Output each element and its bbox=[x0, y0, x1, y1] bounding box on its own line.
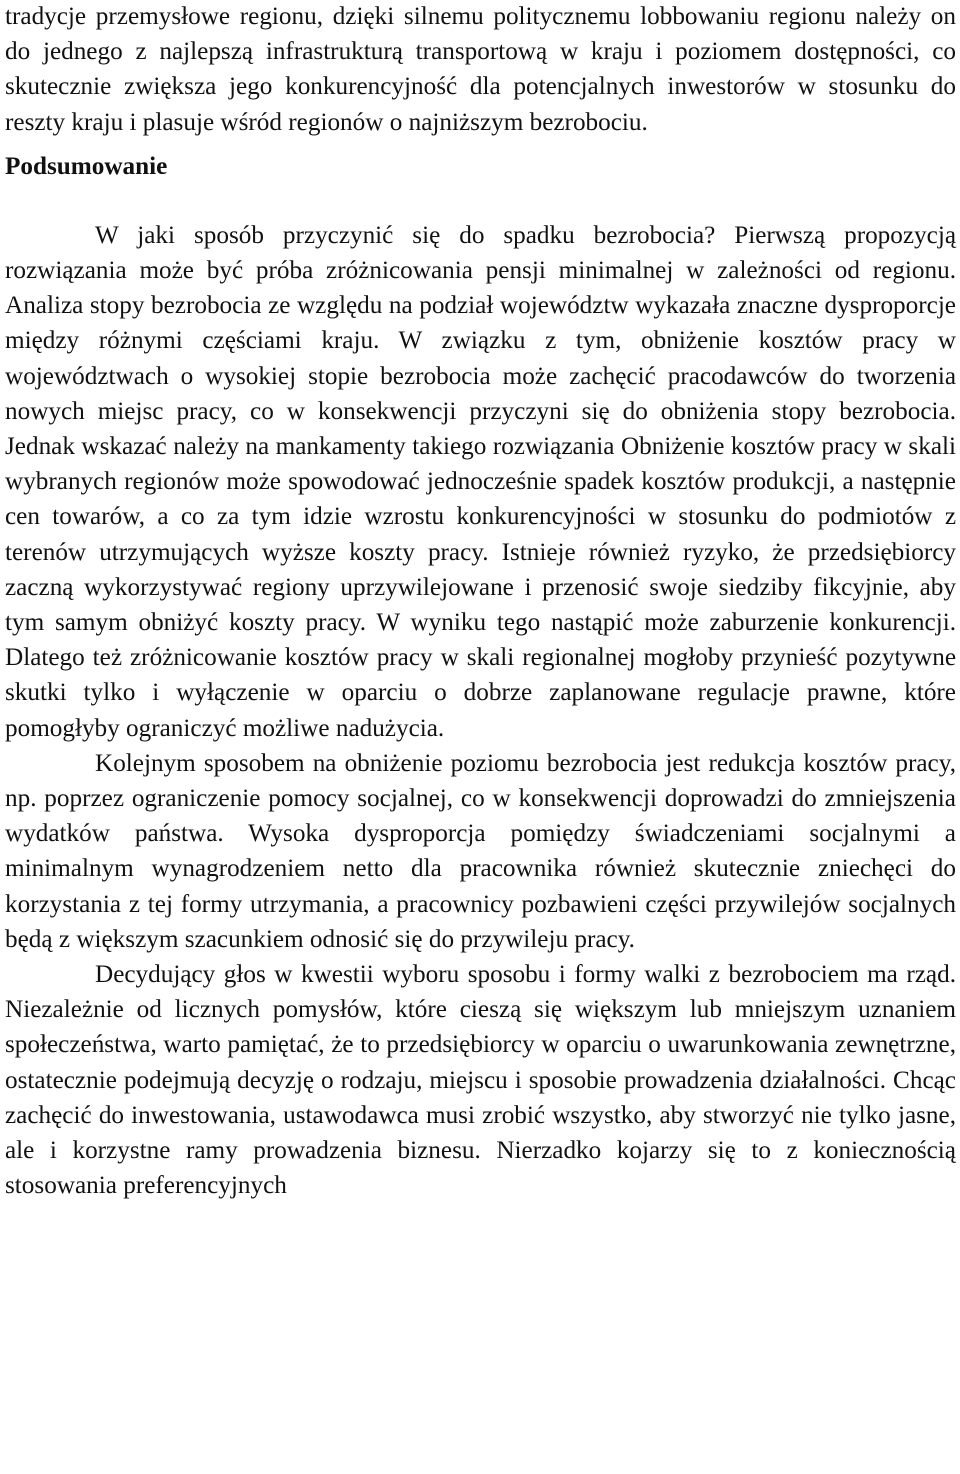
body-paragraph-3: Decydujący głos w kwestii wyboru sposobu i formy walki z bezrobociem ma rząd. Niezależnie od licznych pomysłów, które cieszą się większym lub mniejszym uznaniem społeczeństwa, warto pamiętać, że to przedsiębiorcy w oparciu o uwarunkowania zewnętrzne, ostatecznie podejmują decyzję o rodzaju, miejscu i sposobie prowadzenia działalności. Chcąc zachęcić do inwestowania, ustawodawca musi zrobić wszystko, aby stworzyć nie tylko jasne, ale i korzystne ramy prowadzenia biznesu. Nierzadko kojarzy się to z koniecznością stosowania preferencyjnych bbox=[5, 961, 956, 1200]
intro-paragraph: tradycje przemysłowe regionu, dzięki silnemu politycznemu lobbowaniu regionu należy on do jednego z najlepszą infrastrukturą transportową w kraju i poziomem dostępności, co skutecznie zwiększa jego konkurencyjność dla potencjalnych inwestorów w stosunku do reszty kraju i plasuje wśród regionów o najniższym bezrobociu. bbox=[5, 3, 956, 136]
body-paragraph-2: Kolejnym sposobem na obniżenie poziomu bezrobocia jest redukcja kosztów pracy, np. poprzez ograniczenie pomocy socjalnej, co w konsekwencji doprowadzi do zmniejszenia wydatków państwa. Wysoka dysproporcja pomiędzy świadczeniami socjalnymi a minimalnym wynagrodzeniem netto dla pracownika również skutecznie zniechęci do korzystania z tej formy utrzymania, a pracownicy pozbawieni części przywilejów socjalnych będą z większym szacunkiem odnosić się do przywileju pracy. bbox=[5, 749, 956, 953]
body-paragraph-1: W jaki sposób przyczynić się do spadku bezrobocia? Pierwszą propozycją rozwiązania może być próba zróżnicowania pensji minimalnej w zależności od regionu. Analiza stopy bezrobocia ze względu na podział województw wykazała znaczne dysproporcje między różnymi częściami kraju. W związku z tym, obniżenie kosztów pracy w województwach o wysokiej stopie bezrobocia może zachęcić pracodawców do tworzenia nowych miejsc pracy, co w konsekwencji przyczyni się do obniżenia stopy bezrobocia. Jednak wskazać należy na mankamenty takiego rozwiązania Obniżenie kosztów pracy w skali wybranych regionów może spowodować jednocześnie spadek kosztów produkcji, a następnie cen towarów, a co za tym idzie wzrostu konkurencyjności w stosunku do podmiotów z terenów utrzymujących wyższe koszty pracy. Istnieje również ryzyko, że przedsiębiorcy zaczną wykorzystywać regiony uprzywilejowane i przenosić swoje siedziby fikcyjnie, aby tym samym obniżyć koszty pracy. W wyniku tego nastąpić może zaburzenie konkurencji. Dlatego też zróżnicowanie kosztów pracy w skali regionalnej mogłoby przynieść pozytywne skutki tylko i wyłączenie w oparciu o dobrze zaplanowane regulacje prawne, które pomogłyby ograniczyć możliwe nadużycia. bbox=[5, 221, 956, 742]
heading-spacer bbox=[5, 202, 956, 218]
section-heading: Podsumowanie bbox=[5, 152, 168, 180]
